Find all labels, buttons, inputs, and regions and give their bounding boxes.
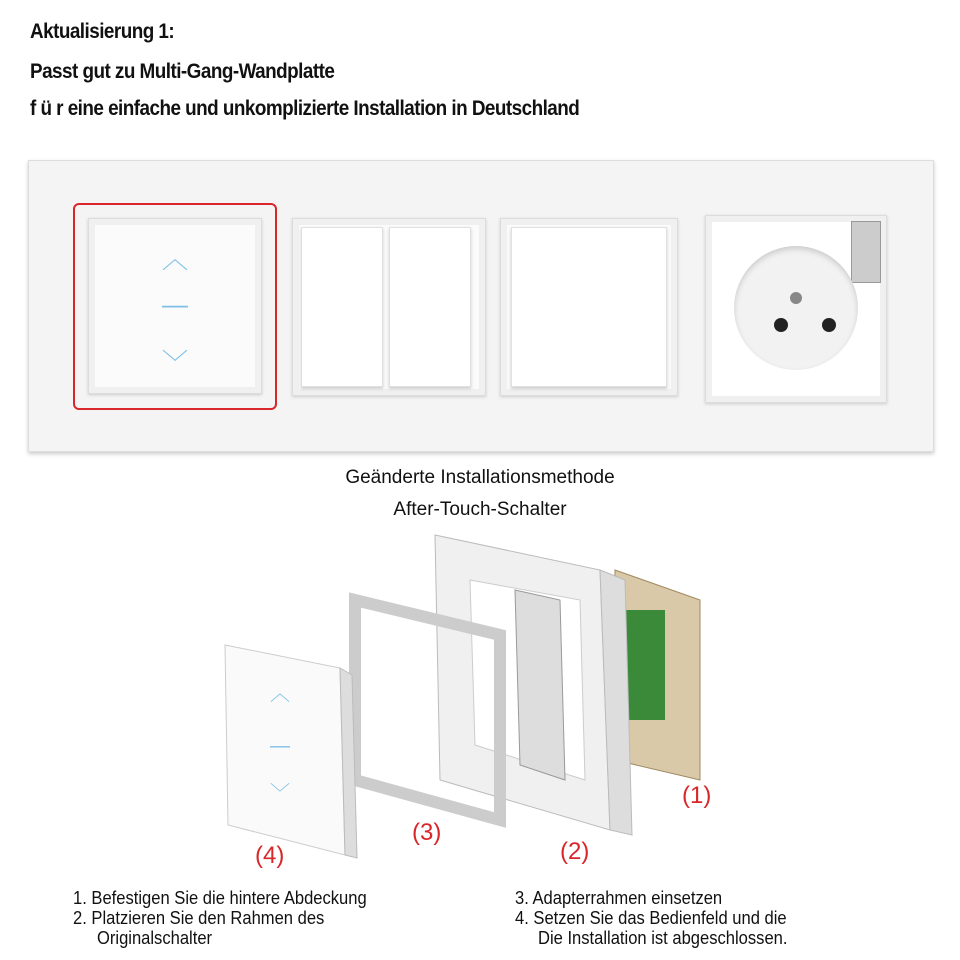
up-arrow-icon: ︿ bbox=[161, 244, 188, 274]
heading-fit: Passt gut zu Multi-Gang-Wandplatte bbox=[30, 60, 335, 83]
step-2: 2. Platzieren Sie den Rahmen des bbox=[73, 908, 325, 928]
label-part-3: (3) bbox=[412, 819, 442, 846]
svg-text:—: — bbox=[270, 735, 290, 757]
label-part-4: (4) bbox=[255, 842, 285, 869]
label-part-2: (2) bbox=[560, 838, 590, 865]
step-4-cont: Die Installation ist abgeschlossen. bbox=[538, 928, 788, 948]
label-part-1: (1) bbox=[682, 782, 712, 809]
step-4: 4. Setzen Sie das Bedienfeld und die bbox=[515, 908, 787, 928]
heading-update: Aktualisierung 1: bbox=[30, 20, 175, 43]
step-1: 1. Befestigen Sie die hintere Abdeckung bbox=[73, 888, 367, 908]
method-title: Geänderte Installationsmethode bbox=[345, 467, 615, 488]
stop-icon: — bbox=[162, 289, 188, 319]
step-3: 3. Adapterrahmen einsetzen bbox=[515, 888, 723, 908]
step-2-cont: Originalschalter bbox=[97, 928, 213, 948]
svg-text:︿: ︿ bbox=[270, 683, 290, 705]
heading-install: f ü r eine einfache und unkomplizierte Installation in Deutschland bbox=[30, 97, 580, 120]
base-frame bbox=[435, 535, 632, 835]
touch-panel bbox=[225, 645, 357, 858]
method-subtitle: After-Touch-Schalter bbox=[393, 499, 567, 520]
down-arrow-icon: ﹀ bbox=[161, 348, 188, 378]
svg-text:﹀: ﹀ bbox=[270, 783, 290, 805]
